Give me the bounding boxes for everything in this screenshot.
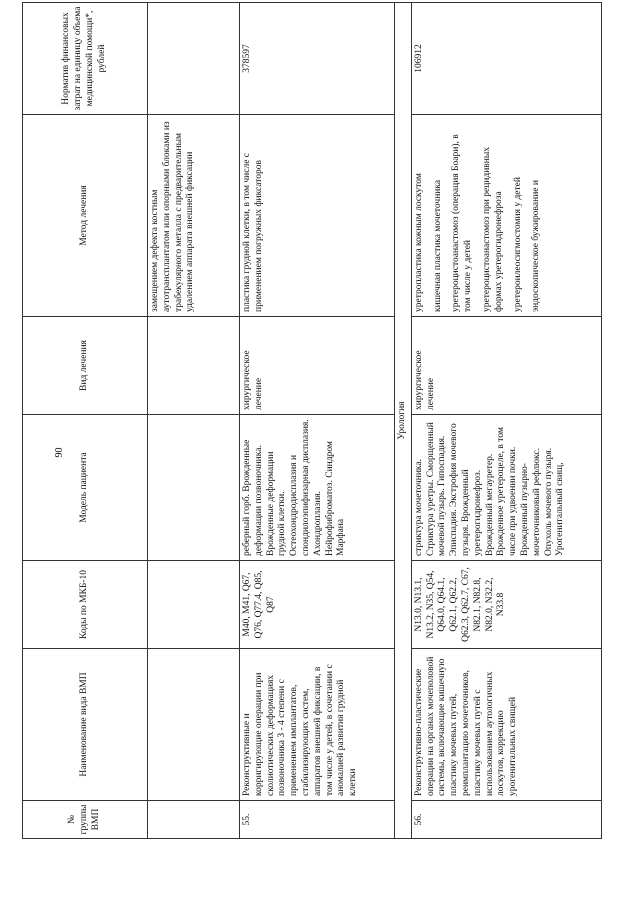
header-model: Модель пациента bbox=[23, 415, 148, 561]
treatment-methods bbox=[411, 115, 601, 317]
header-group: № группы ВМП bbox=[23, 801, 148, 839]
header-norm: Норматив финансовых затрат на единицу объема медицинской помощи*, рублей bbox=[23, 3, 148, 115]
treatment-type: хирургическое лечение bbox=[240, 317, 395, 415]
treatment-methods bbox=[240, 115, 395, 317]
header-row bbox=[23, 3, 148, 839]
method-item: пластика грудной клетки, в том числе с применением погружных фиксаторов bbox=[242, 153, 264, 312]
patient-model: стриктура мочеточника. Стриктура уретры. Сморщенный мочевой пузырь. Гипоспадия. Эписпадия. Экстрофия мочевого пузыря. Врожденный уретерогидронефроз. Врожденный мегауретер. Врожденное уретероцеле, в том числе при удвоении почки. Врожденный пузырно-мочеточниковый рефлюкс. Опухоль мочевого пузыря. Урогенитальный свищ, bbox=[411, 415, 601, 561]
group-number: 55. bbox=[240, 801, 395, 839]
section-row bbox=[395, 3, 412, 839]
vmp-name: Реконструктивно-пластические операции на органах мочеполовой системы, включающие кишечную пластику мочевых путей, реимплантацию мочеточников, пластику мочевых путей с использованием аутологичных лоскутов, коррекцию урогенитальных свищей bbox=[411, 649, 601, 801]
treatment-type: хирургическое лечение bbox=[411, 317, 601, 415]
table-row bbox=[411, 3, 601, 839]
method-item: кишечная пластика мочеточника bbox=[432, 179, 443, 312]
method-item: эндоскопическое бужирование и bbox=[531, 180, 542, 312]
page-number: 90 bbox=[54, 447, 65, 458]
table-row bbox=[240, 3, 395, 839]
method-item: уретероцистоанастомоз (операция Боари), в том числе у детей bbox=[451, 134, 474, 312]
header-treatment-type: Вид лечения bbox=[23, 317, 148, 415]
header-name: Наименование вида ВМП bbox=[23, 649, 148, 801]
icd-codes: N13.0, N13.1, N13.2, N35, Q54, Q64.0, Q64.1, Q62.1, Q62.2, Q62.3, Q62.7, C67, N82.1, N82.8, N82.0, N32.2, N33.8 bbox=[411, 561, 601, 649]
patient-model: реберный горб. Врожденные деформации позвоночника. Врожденные деформации грудной клетки. Остеохондродисплазия и спондилоэпифизарная дисплазия. Ахондроплазия. Нейрофиброматоз. Синдром Марфана bbox=[240, 415, 395, 561]
icd-codes: M40, M41, Q67, Q76, Q77.4, Q85, Q87 bbox=[240, 561, 395, 649]
continuation-method: замещением дефекта костным аутотрансплантатом или опорными блоками из трабекулярного металла с предварительным удалением аппарата внешней фиксации bbox=[148, 115, 240, 317]
method-item: уретропластика кожным лоскутом bbox=[413, 173, 424, 312]
method-item: уретероцистоанастомоз при рецидивных формах уретерогидронефроза bbox=[481, 146, 504, 312]
norm-value: 378597 bbox=[240, 3, 395, 115]
continuation-row bbox=[148, 3, 240, 839]
header-method: Метод лечения bbox=[23, 115, 148, 317]
section-title: Урология bbox=[395, 3, 412, 839]
header-codes: Коды по МКБ-10 bbox=[23, 561, 148, 649]
vmp-table bbox=[22, 2, 602, 839]
method-item: уретероилеосигмостомия у детей bbox=[512, 177, 523, 312]
norm-value: 106912 bbox=[411, 3, 601, 115]
group-number: 56. bbox=[411, 801, 601, 839]
vmp-name: Реконструктивные и корригирующие операции при сколиотических деформациях позвоночника 3 - 4 степени с применением имплантатов, стабилизирующих систем, аппаратов внешней фиксации, в том числе у детей, в сочетании с аномалией развития грудной клетки bbox=[240, 649, 395, 801]
